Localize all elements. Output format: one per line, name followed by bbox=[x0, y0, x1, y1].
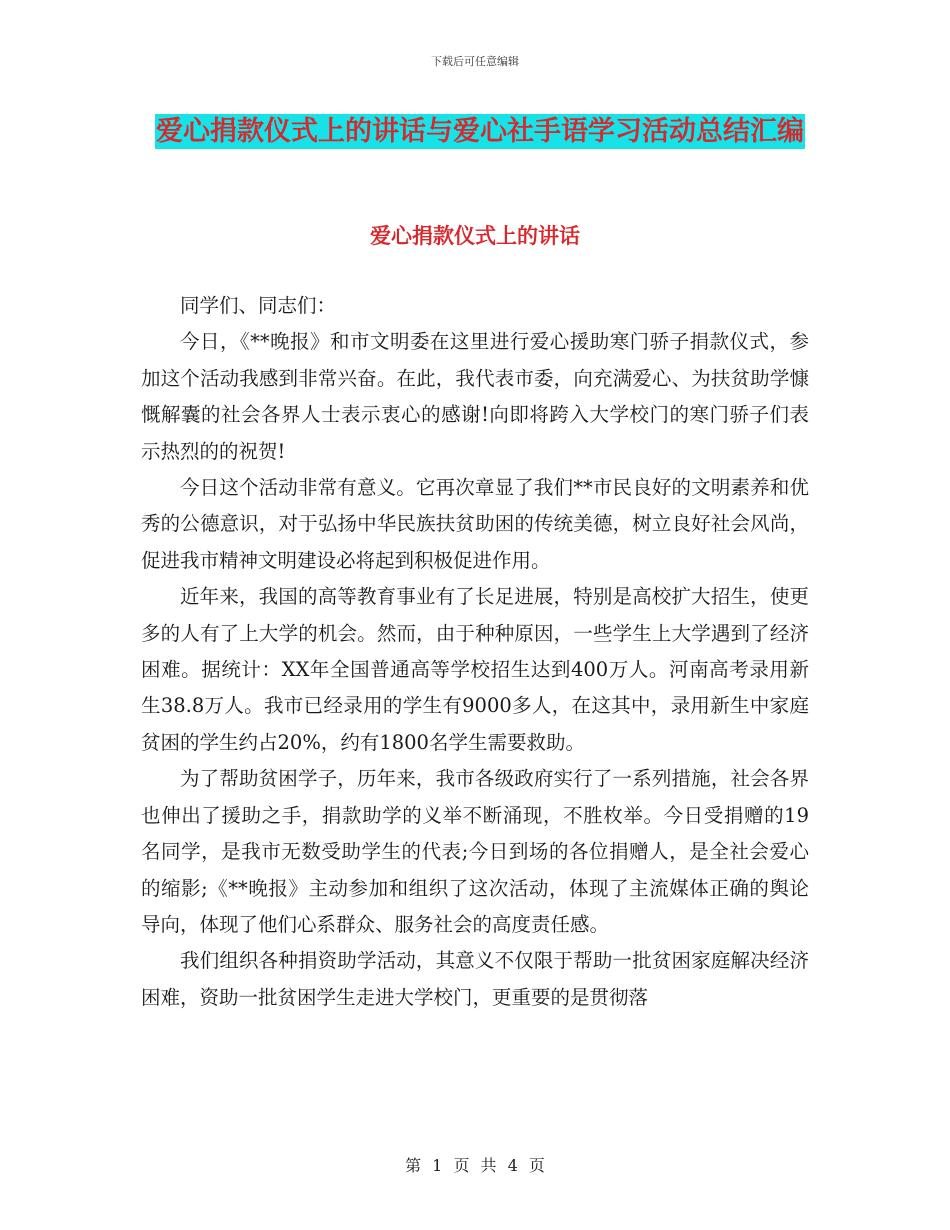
document-body bbox=[141, 288, 809, 1016]
page-footer: 第 1 页 共 4 页 bbox=[405, 1156, 545, 1175]
paragraph: 我们组织各种捐资助学活动，其意义不仅限于帮助一批贫困家庭解决经济困难，资助一批贫困学生走进大学校门，更重要的是贯彻落 bbox=[141, 949, 809, 1009]
paragraph: 同学们、同志们： bbox=[180, 294, 337, 317]
header-note: 下载后可任意编辑 bbox=[431, 55, 519, 68]
paragraph: 为了帮助贫困学子，历年来，我市各级政府实行了一系列措施，社会各界也伸出了援助之手，捐款助学的义举不断涌现，不胜枚举。今日受捐赠的19名同学，是我市无数受助学生的代表;今日到场的各位捐赠人，是全社会爱心的缩影;《**晚报》主动参加和组织了这次活动，体现了主流媒体正确的舆论导向，体现了他们心系群众、服务社会的高度责任感。 bbox=[141, 767, 809, 936]
paragraph: 今日，《**晚报》和市文明委在这里进行爱心援助寒门骄子捐款仪式，参加这个活动我感到非常兴奋。在此，我代表市委，向充满爱心、为扶贫助学慷慨解囊的社会各界人士表示衷心的感谢!向即将跨入大学校门的寒门骄子们表示热烈的的祝贺! bbox=[141, 330, 809, 463]
document-title-text: 爱心捐款仪式上的讲话与爱心社手语学习活动总结汇编 bbox=[156, 116, 804, 147]
document-title bbox=[140, 108, 820, 156]
paragraph: 今日这个活动非常有意义。它再次章显了我们**市民良好的文明素养和优秀的公德意识，对于弘扬中华民族扶贫助困的传统美德，树立良好社会风尚，促进我市精神文明建设必将起到积极促进作用。 bbox=[141, 476, 809, 572]
paragraph: 近年来，我国的高等教育事业有了长足进展，特别是高校扩大招生，使更多的人有了上大学的机会。然而，由于种种原因，一些学生上大学遇到了经济困难。据统计：XX年全国普通高等学校招生达到400万人。河南高考录用新生38.8万人。我市已经录用的学生有9000多人，在这其中，录用新生中家庭贫困的学生约占20%，约有1800名学生需要救助。 bbox=[141, 585, 809, 754]
section-title: 爱心捐款仪式上的讲话 bbox=[370, 224, 580, 248]
